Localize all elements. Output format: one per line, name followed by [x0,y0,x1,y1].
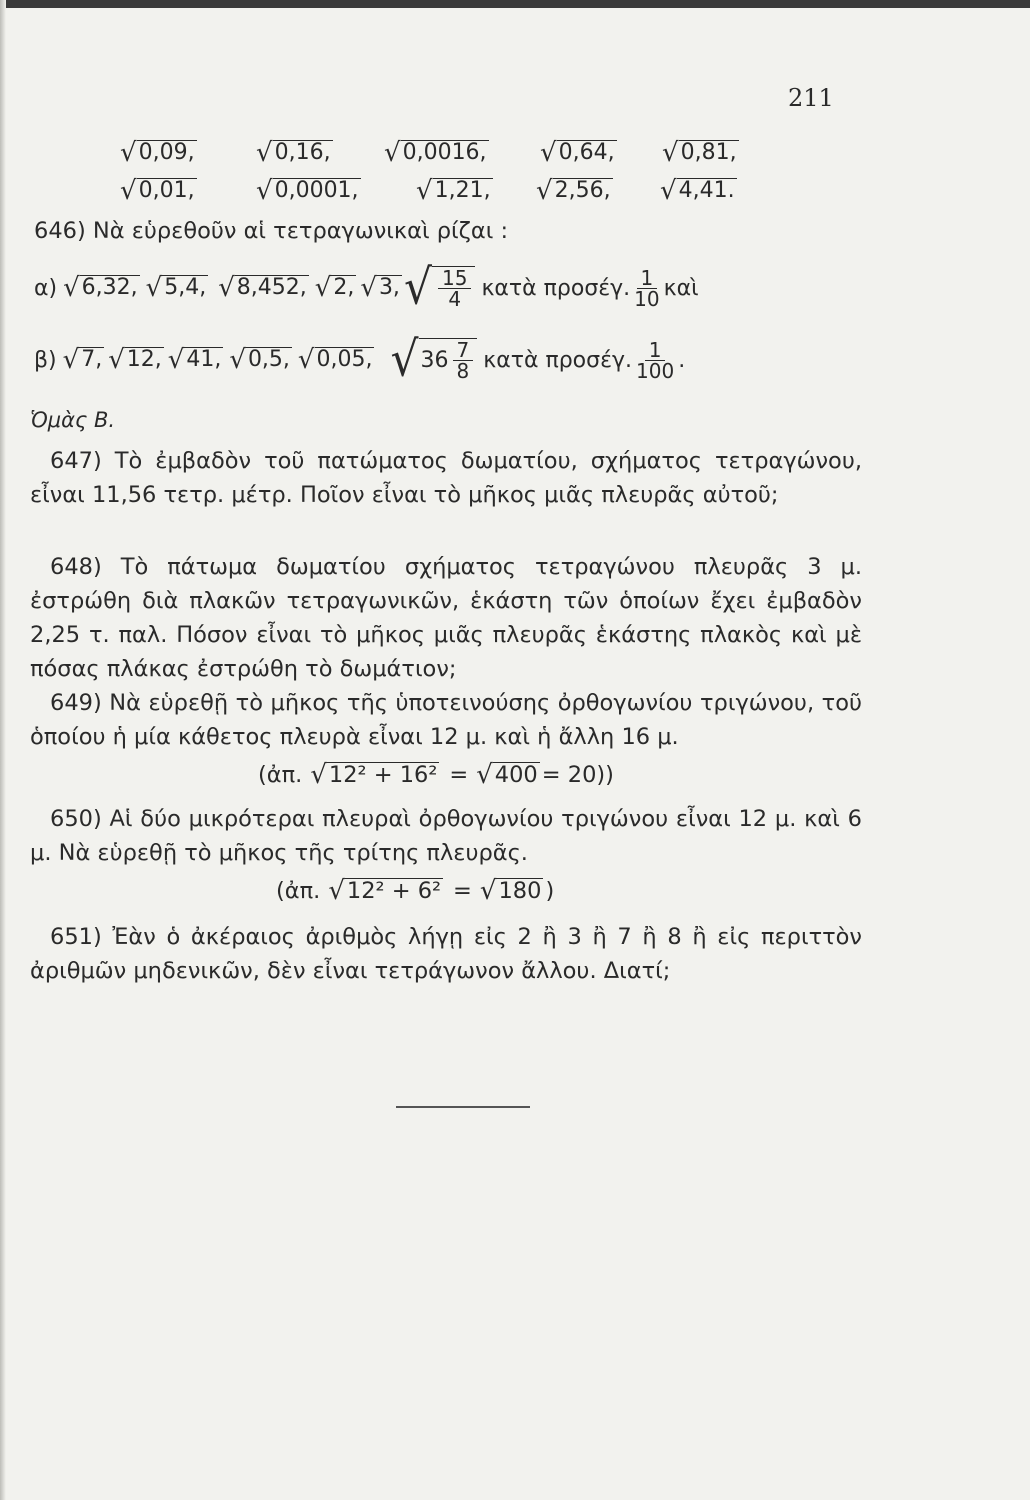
root-expression: √ 0,0001, [256,176,359,206]
item-label: α) [34,275,58,301]
root-expression: √ 0,5, [229,345,290,375]
root-expression: √ 0,64, [540,138,615,168]
item-label: β) [34,347,57,373]
root-expression: √ 41, [167,345,222,375]
equals-sign: = [449,762,469,788]
exercise-646-beta [34,330,685,390]
exercise-649: 649) Νὰ εὑρεθῇ τὸ μῆκος τῆς ὑποτεινούσης ὀρθογωνίου τριγώνου, τοῦ ὁποίου ἡ μία κάθετος πλευρὰ εἶναι 12 μ. καὶ ἡ ἄλλη 16 μ. [30,690,862,750]
tail-text: καὶ [663,275,699,301]
answer-close: ) [545,878,555,904]
root-expression: √ 8,452, [218,273,307,303]
root-expression: √ 12, [108,345,162,375]
root-expression: √ 1,21, [416,176,491,206]
scan-left-shadow [0,0,6,1500]
tail-text: . [678,347,686,373]
page-number: 211 [788,84,834,112]
root-expression: √ 0,05, [297,345,373,375]
answer-650 [276,878,554,904]
root-expression: √ 180 [479,876,542,906]
root-expression: √ 5,4, [145,273,207,303]
fraction: $\frac{7}{8}$ [453,340,474,381]
root-expression: √ 0,16, [256,138,331,168]
exercise-646: 646) Νὰ εὑρεθοῦν αἱ τετραγωνικαὶ ρίζαι : [34,218,509,244]
exercise-650: 650) Αἱ δύο μικρότεραι πλευραὶ ὀρθογωνίου τριγώνου εἶναι 12 μ. καὶ 6 μ. Νὰ εὑρεθῇ τὸ μῆκος τῆς τρίτης πλευρᾶς. [30,806,862,866]
root-expression: √ 12² + 6² [328,876,442,906]
root-expression: √ 6,32, [63,273,138,303]
root-expression: √ 3, [360,273,400,303]
root-expression: √ 0,01, [120,176,195,206]
mixed-number-root: √ 36 $\frac{7}{8}$ [390,338,477,382]
precision-fraction: $\frac{1}{100}$ [636,337,675,383]
exercise-647: 647) Τὸ ἐμβαδὸν τοῦ πατώματος δωματίου, σχήματος τετραγώνου, εἶναι 11,56 τετρ. μέτρ. Ποῖον εἶναι τὸ μῆκος μιᾶς πλευρᾶς αὐτοῦ; [30,448,862,508]
answer-result: = 20)) [541,762,614,788]
root-expression: √ 400 [476,760,538,790]
answer-open: (ἀπ. [258,762,303,788]
precision-fraction: $\frac{1}{10}$ [634,265,660,311]
root-expression: √ 7, [62,345,103,375]
root-expression: √ 0,0016, [384,138,487,168]
answer-649 [258,762,614,788]
scan-top-edge [0,0,1030,8]
fraction-root: √ $\frac{15}{4}$ [404,266,476,310]
exercise-648: 648) Τὸ πάτωμα δωματίου σχήματος τετραγώνου πλευρᾶς 3 μ. ἐστρώθη διὰ πλακῶν τετραγωνικῶν, ἑκάστη τῶν ὁποίων ἔχει ἐμβαδὸν 2,25 τ. παλ. Πόσον εἶναι τὸ μῆκος μιᾶς πλευρᾶς ἑκάστης πλακὸς καὶ μὲ πόσας πλάκας ἐστρώθη τὸ δωμάτιον; [30,554,862,682]
root-expression: √ 0,09, [120,138,195,168]
exercise-646-alpha [34,258,699,318]
answer-open: (ἀπ. [276,878,321,904]
approx-text: κατὰ προσέγ. [483,347,632,373]
fraction: $\frac{15}{4}$ [438,268,471,309]
group-heading: Ὁμὰς Β. [30,408,116,432]
approx-text: κατὰ προσέγ. [481,275,631,301]
root-expression: √ 0,81, [662,138,737,168]
end-rule [396,1106,530,1108]
equals-sign: = [453,878,472,904]
root-expression: √ 4,41. [660,176,735,206]
root-expression: √ 12² + 16² [310,760,438,790]
exercise-651: 651) Ἐὰν ὁ ἀκέραιος ἀριθμὸς λήγῃ εἰς 2 ἢ 3 ἢ 7 ἢ 8 ἢ εἰς περιττὸν ἀριθμῶν μηδενικῶν, δὲν εἶναι τετράγωνον ἄλλου. Διατί; [30,924,862,984]
root-expression: √ 2, [314,273,355,303]
root-expression: √ 2,56, [536,176,611,206]
